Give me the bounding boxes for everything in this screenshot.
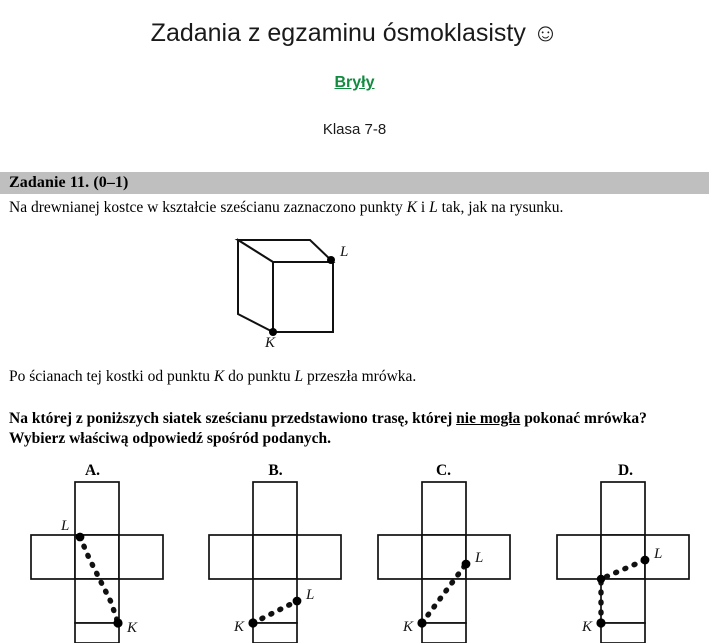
option-b-point-l-dot xyxy=(293,597,302,606)
intro-point-k: K xyxy=(406,199,418,216)
net-cell-top xyxy=(422,482,466,535)
cube-label-k: K xyxy=(265,335,276,351)
intro-part-3: tak, jak na rysunku. xyxy=(437,199,564,216)
option-b-cells xyxy=(209,482,341,643)
net-cell-top xyxy=(601,482,645,535)
question-text xyxy=(9,409,703,449)
option-b-label: B. xyxy=(268,462,283,479)
task-number-label: Zadanie 11. (0–1) xyxy=(9,174,129,191)
net-cell-mid-left xyxy=(378,535,422,579)
option-d-label: D. xyxy=(617,462,634,479)
grade-label: Klasa 7-8 xyxy=(322,121,387,138)
net-cell-mid-right xyxy=(119,535,163,579)
cube-point-l-dot xyxy=(327,256,335,264)
option-b-label-k: K xyxy=(234,619,245,635)
option-b-label-l: L xyxy=(306,587,315,603)
option-c-point-k-dot xyxy=(417,618,426,627)
answer-option-a[interactable] xyxy=(5,462,180,643)
net-cell-mid-left xyxy=(31,535,75,579)
cube-front-face xyxy=(273,262,333,332)
intro-part-2: i xyxy=(417,199,430,216)
net-cell-mid-left xyxy=(557,535,601,579)
option-c-label-k: K xyxy=(403,619,414,635)
option-a-label: A. xyxy=(84,462,101,479)
option-c-cells xyxy=(378,482,510,643)
option-b-svg xyxy=(188,480,363,643)
ant-part-1: Po ścianach tej kostki od punktu xyxy=(9,368,214,385)
page-title: Zadania z egzaminu ósmoklasisty ☺ xyxy=(150,19,559,47)
ant-point-k: K xyxy=(213,368,225,385)
answer-option-c[interactable] xyxy=(356,462,531,643)
intro-point-l: L xyxy=(429,199,438,216)
net-cell-mid-right xyxy=(297,535,341,579)
net-cell-bottom xyxy=(253,623,297,643)
option-d-net xyxy=(538,480,709,643)
option-d-svg xyxy=(538,480,709,643)
option-a-svg xyxy=(5,480,180,643)
answer-options-row xyxy=(0,462,709,643)
question-part-2: pokonać mrówka? Wybierz właściwą odpowiedź spośród podanych. xyxy=(9,410,647,447)
answer-option-d[interactable] xyxy=(538,462,709,643)
ant-path-text xyxy=(9,367,701,387)
subject-link-bryly[interactable]: Bryły xyxy=(334,74,375,91)
ant-point-l: L xyxy=(294,368,304,385)
option-a-cells xyxy=(31,482,163,643)
net-cell-lower xyxy=(601,579,645,623)
intro-part-1: Na drewnianej kostce w kształcie sześcianu zaznaczono punkty xyxy=(9,199,407,216)
option-b-net xyxy=(188,480,363,643)
question-part-1: Na której z poniższych siatek sześcianu przedstawiono trasę, której xyxy=(9,410,457,427)
ant-part-2: do punktu xyxy=(224,368,295,385)
net-cell-mid-right xyxy=(645,535,689,579)
option-d-path-corner-dot xyxy=(597,575,605,583)
task-intro-text xyxy=(9,198,701,218)
option-c-label: C. xyxy=(435,462,452,479)
question-emphasis: nie mogła xyxy=(456,410,521,427)
option-d-label-k: K xyxy=(582,619,593,635)
net-cell-top xyxy=(253,482,297,535)
net-cell-mid-left xyxy=(209,535,253,579)
cube-figure xyxy=(228,228,358,351)
option-d-cells xyxy=(557,482,689,643)
net-cell-top xyxy=(75,482,119,535)
option-c-point-l-dot xyxy=(462,560,471,569)
net-cell-mid-center xyxy=(601,535,645,579)
subject-link-wrapper xyxy=(0,74,709,92)
cube-svg xyxy=(228,228,358,351)
option-a-point-k-dot xyxy=(113,618,122,627)
net-cell-mid-center xyxy=(253,535,297,579)
net-cell-lower xyxy=(253,579,297,623)
option-a-label-k: K xyxy=(127,620,138,636)
option-d-point-k-dot xyxy=(596,618,605,627)
ant-part-3: przeszła mrówka. xyxy=(303,368,417,385)
net-cell-bottom xyxy=(422,623,466,643)
task-header-bar xyxy=(0,172,709,194)
net-cell-mid-right xyxy=(466,535,510,579)
cube-label-l: L xyxy=(340,244,349,260)
option-a-point-l-dot xyxy=(76,533,85,542)
option-b-point-k-dot xyxy=(248,618,257,627)
net-cell-bottom xyxy=(601,623,645,643)
answer-option-b[interactable] xyxy=(188,462,363,643)
option-d-label-l: L xyxy=(654,546,663,562)
option-a-label-l: L xyxy=(61,518,70,534)
option-d-point-l-dot xyxy=(641,556,650,565)
option-a-net xyxy=(5,480,180,643)
option-c-svg xyxy=(356,480,531,643)
net-cell-bottom xyxy=(75,623,119,643)
option-c-label-l: L xyxy=(475,550,484,566)
option-c-net xyxy=(356,480,531,643)
